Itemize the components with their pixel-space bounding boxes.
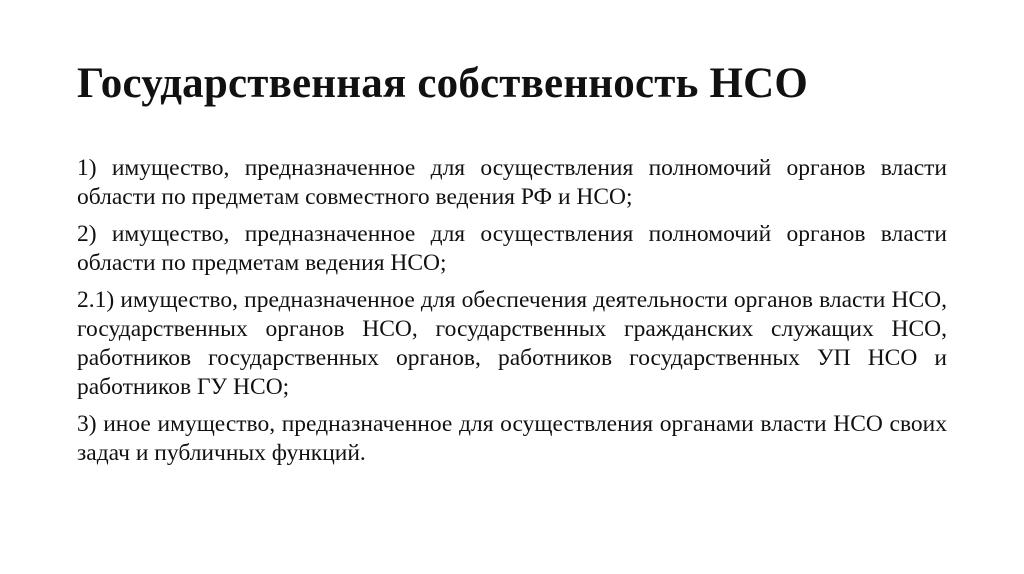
list-item-1: 1) имущество, предназначенное для осуществления полномочий органов власти области по предметам совместного ведения РФ и НСО; xyxy=(77,155,947,210)
list-item-3: 3) иное имущество, предназначенное для осуществления органами власти НСО своих задач и публичных функций. xyxy=(77,411,947,466)
list-item-2: 2) имущество, предназначенное для осуществления полномочий органов власти области по предметам ведения НСО; xyxy=(77,221,947,276)
slide-title: Государственная собственность НСО xyxy=(77,60,809,107)
slide-body xyxy=(77,154,947,476)
list-item-2-1: 2.1) имущество, предназначенное для обеспечения деятельности органов власти НСО, государственных органов НСО, государственных гражданских служащих НСО, работников государственных органов, работников государственных УП НСО и работников ГУ НСО; xyxy=(77,287,947,400)
